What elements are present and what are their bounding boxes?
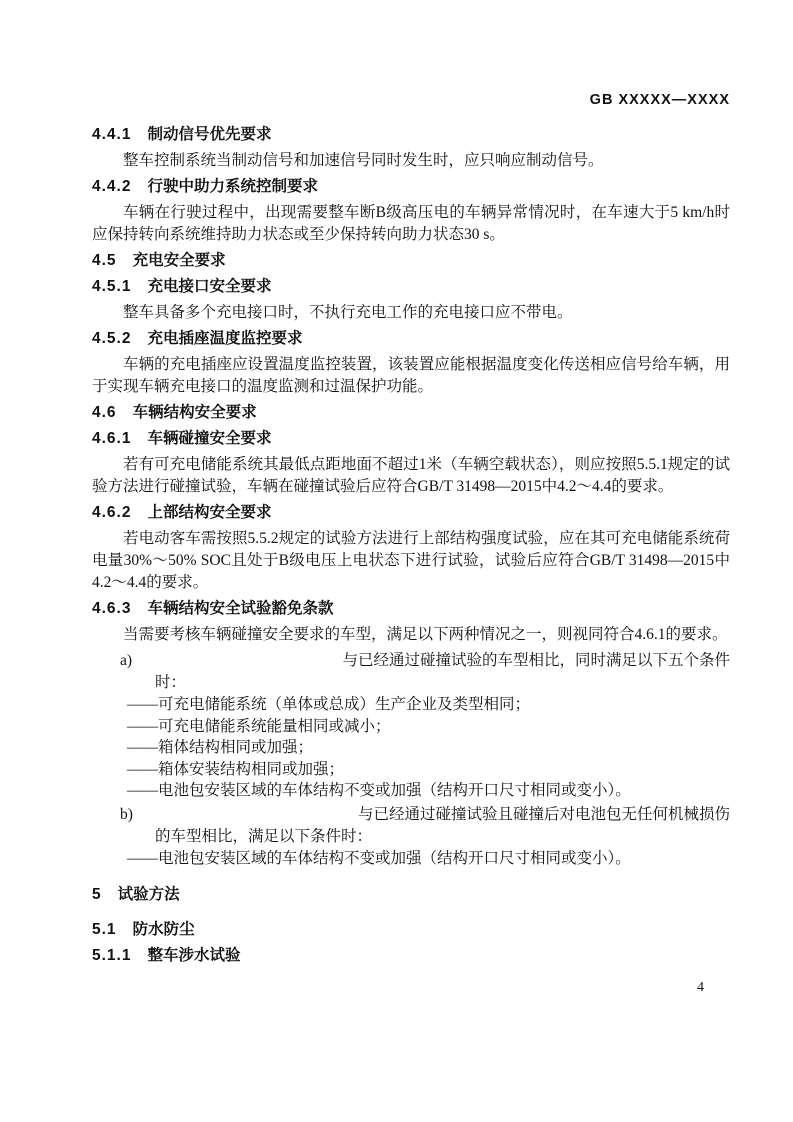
clause-title: 充电插座温度监控要求 [147,330,303,347]
condition-line: ——电池包安装区域的车体结构不变或加强（结构开口尺寸相同或变小）。 [127,849,631,867]
clause-number: 4.6 [92,404,117,421]
clause-heading-4-5 [92,250,730,272]
clause-number: 4.6.2 [92,504,132,521]
clause-title: 防水防尘 [132,921,195,938]
clause-title: 行驶中助力系统控制要求 [147,178,318,195]
list-item-a-head [92,650,730,672]
clause-number: 4.5 [92,252,117,269]
clause-heading-4-5-2 [92,328,730,350]
condition-line: ——电池包安装区域的车体结构不变或加强（结构开口尺寸相同或变小）。 [127,782,631,799]
clause-title: 充电安全要求 [132,252,226,269]
clause-number: 5.1.1 [92,947,132,964]
clause-title: 车辆结构安全要求 [132,404,257,421]
clause-paragraph-4-6-1: 若有可充电储能系统其最低点距地面不超过1米（车辆空载状态），则应按照5.5.1规定的试验方法进行碰撞试验，车辆在碰撞试验后应符合GB/T 31498—2015中4.2～4.4的要求。 [92,456,730,495]
clause-title: 充电接口安全要求 [147,278,272,295]
clause-number: 5.1 [92,921,117,938]
condition-line: ——可充电储能系统（单体或总成）生产企业及类型相同； [127,696,531,713]
list-intro-a: 与已经通过碰撞试验的车型相比，同时满足以下五个条件 [342,652,730,669]
clause-number: 4.6.1 [92,430,132,447]
clause-title: 车辆结构安全试验豁免条款 [147,600,334,617]
clause-heading-5 [92,884,730,906]
doc-number-header: GB XXXXX—XXXX [589,92,730,108]
condition-line: ——可充电储能系统能量相同或减小； [127,717,391,735]
clause-heading-4-4-2 [92,176,730,198]
clause-paragraph-4-4-1: 整车控制系统当制动信号和加速信号同时发生时，应只响应制动信号。 [123,152,604,169]
clause-title: 试验方法 [117,886,180,903]
list-intro-b: 与已经通过碰撞试验且碰撞后对电池包无任何机械损伤 [357,805,730,823]
clause-paragraph-4-6-2: 若电动客车需按照5.5.2规定的试验方法进行上部结构强度试验，应在其可充电储能系统荷电量30%～50% SOC且处于B级电压上电状态下进行试验，试验后应符合GB/T 31498—2015中4.2～4.4的要求。 [92,530,730,591]
list-label-a: a) [120,652,133,669]
list-item-a [92,650,730,802]
clause-number: 4.5.2 [92,330,132,347]
clause-paragraph-4-5-1: 整车具备多个充电接口时，不执行充电工作的充电接口应不带电。 [123,304,573,321]
clause-number: 4.6.3 [92,600,132,617]
clause-title: 制动信号优先要求 [147,126,272,143]
clause-paragraph-4-5-2: 车辆的充电插座应设置温度监控装置，该装置应能根据温度变化传送相应信号给车辆，用于实现车辆充电接口的温度监测和过温保护功能。 [92,356,730,395]
clause-number: 4.4.1 [92,126,132,143]
clause-title: 上部结构安全要求 [147,504,272,521]
condition-line: ——箱体结构相同或加强； [127,739,314,756]
clause-heading-4-6 [92,402,730,424]
clause-heading-4-4-1 [92,124,730,146]
clause-number: 5 [92,886,102,903]
clause-heading-4-6-2 [92,502,730,524]
list-continuation-b: 的车型相比，满足以下条件时： [155,827,373,845]
clause-title: 车辆碰撞安全要求 [147,430,272,447]
list-item-b-head [92,804,730,826]
clause-title: 整车涉水试验 [147,947,241,964]
clause-paragraph-4-4-2: 车辆在行驶过程中，出现需要整车断B级高压电的车辆异常情况时，在车速大于5 km/h时应保持转向系统维持助力状态或至少保持转向助力状态30 s。 [92,204,730,243]
clause-heading-5-1 [92,919,730,941]
clause-number: 4.5.1 [92,278,132,295]
clause-heading-4-6-1 [92,428,730,450]
page-number: 4 [697,980,704,995]
clause-number: 4.4.2 [92,178,132,195]
clause-paragraph-4-6-3: 当需要考核车辆碰撞安全要求的车型，满足以下两种情况之一，则视同符合4.6.1的要求。 [123,626,728,643]
clause-heading-4-5-1 [92,276,730,298]
list-label-b: b) [120,805,133,823]
clause-heading-5-1-1 [92,945,730,967]
list-item-b [92,804,730,870]
list-continuation-a: 时： [155,674,187,691]
condition-line: ——箱体安装结构相同或加强； [127,760,345,778]
clause-heading-4-6-3 [92,598,730,620]
